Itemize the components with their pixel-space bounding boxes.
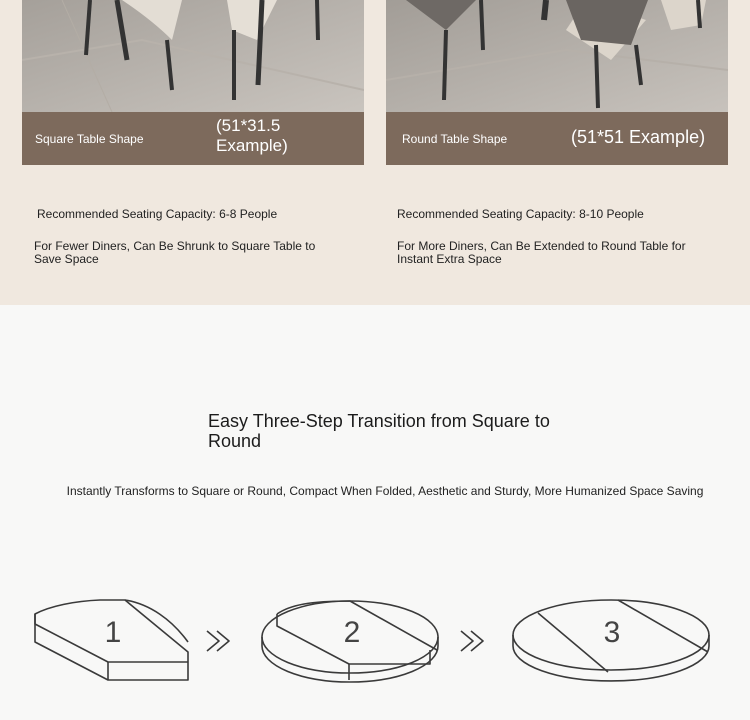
section-title: Easy Three-Step Transition from Square to Round [208,411,550,451]
step-2-number: 2 [343,616,361,649]
square-shape-band [22,112,364,165]
square-capacity: Recommended Seating Capacity: 6-8 People [37,207,278,221]
square-note: For Fewer Diners, Can Be Shrunk to Square Table to Save Space [34,239,316,266]
step-3-number: 3 [603,616,621,649]
section-subtitle: Instantly Transforms to Square or Round, Compact When Folded, Aesthetic and Sturdy, More Humanized Space Saving [66,484,704,498]
step-1-number: 1 [104,616,122,649]
round-note: For More Diners, Can Be Extended to Round Table for Instant Extra Space [397,239,686,266]
round-capacity: Recommended Seating Capacity: 8-10 People [397,207,644,221]
transition-steps-diagram [0,580,750,700]
round-shape-band [386,112,728,165]
square-table-photo [22,0,364,112]
round-shape-label: Round Table Shape [402,132,508,146]
round-table-photo [386,0,728,112]
square-example-size: (51*31.5 Example) [216,116,288,155]
double-chevron-right-icon [461,631,483,651]
square-shape-label: Square Table Shape [35,132,144,146]
double-chevron-right-icon [207,631,229,651]
round-example-size: (51*51 Example) [571,127,706,147]
